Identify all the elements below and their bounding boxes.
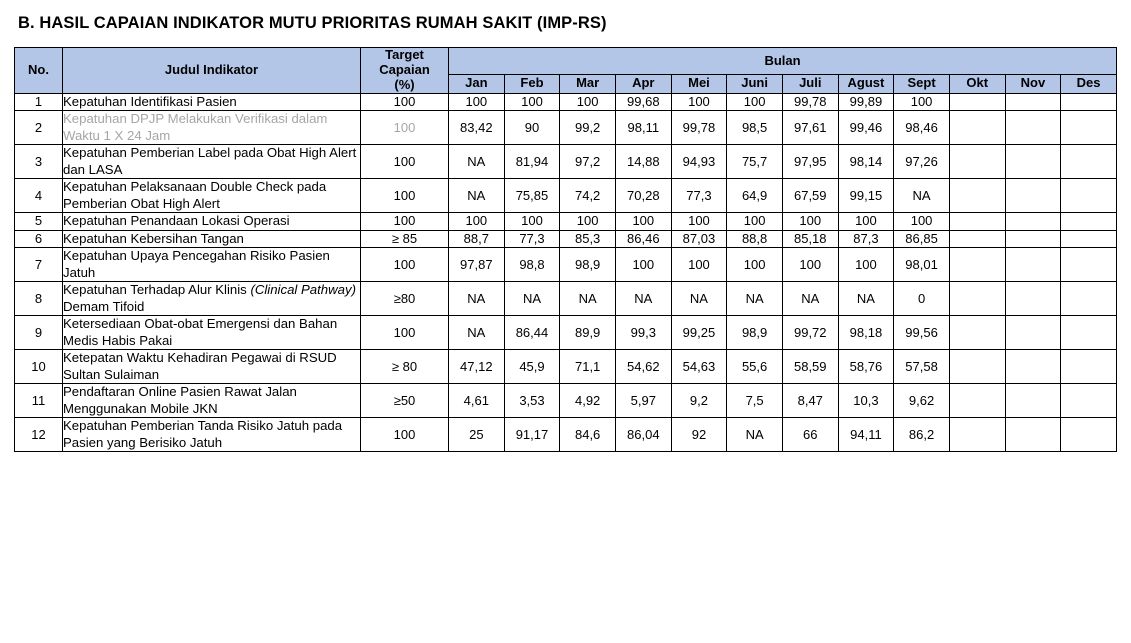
cell-no: 12 bbox=[15, 418, 63, 452]
cell-month-des bbox=[1061, 350, 1117, 384]
cell-month-juli: 99,72 bbox=[782, 316, 838, 350]
cell-month-agust: 99,46 bbox=[838, 111, 894, 145]
cell-month-mei: 94,93 bbox=[671, 145, 727, 179]
cell-month-feb: NA bbox=[504, 282, 560, 316]
cell-judul-indikator: Kepatuhan Pelaksanaan Double Check pada Pemberian Obat High Alert bbox=[63, 179, 361, 213]
cell-month-sept: 100 bbox=[894, 213, 950, 231]
judul-text-post: Demam Tifoid bbox=[63, 298, 145, 314]
cell-month-apr: 54,62 bbox=[615, 350, 671, 384]
cell-target-capaian: 100 bbox=[361, 111, 449, 145]
cell-month-mar: 74,2 bbox=[560, 179, 616, 213]
cell-month-jan: NA bbox=[449, 282, 505, 316]
cell-no: 6 bbox=[15, 230, 63, 248]
cell-month-mar: 98,9 bbox=[560, 248, 616, 282]
header-month-jan: Jan bbox=[449, 75, 505, 94]
cell-month-mei: 77,3 bbox=[671, 179, 727, 213]
cell-month-juni: NA bbox=[727, 418, 783, 452]
cell-month-mei: 87,03 bbox=[671, 230, 727, 248]
imp-rs-table bbox=[14, 47, 1117, 452]
cell-month-sept: 86,2 bbox=[894, 418, 950, 452]
cell-month-jan: NA bbox=[449, 145, 505, 179]
table-row bbox=[15, 230, 1117, 248]
cell-month-des bbox=[1061, 384, 1117, 418]
cell-month-agust: 98,18 bbox=[838, 316, 894, 350]
cell-target-capaian: 100 bbox=[361, 248, 449, 282]
cell-month-mar: NA bbox=[560, 282, 616, 316]
cell-month-agust: 100 bbox=[838, 213, 894, 231]
header-target-line3: (%) bbox=[394, 76, 415, 92]
cell-month-nov bbox=[1005, 230, 1061, 248]
cell-month-feb: 100 bbox=[504, 213, 560, 231]
header-month-agust: Agust bbox=[838, 75, 894, 94]
cell-judul-indikator: Ketepatan Waktu Kehadiran Pegawai di RSUD Sultan Sulaiman bbox=[63, 350, 361, 384]
cell-month-mar: 97,2 bbox=[560, 145, 616, 179]
cell-month-juli: 100 bbox=[782, 248, 838, 282]
cell-no: 4 bbox=[15, 179, 63, 213]
cell-month-nov bbox=[1005, 213, 1061, 231]
cell-month-okt bbox=[949, 418, 1005, 452]
cell-month-agust: 87,3 bbox=[838, 230, 894, 248]
header-bulan: Bulan bbox=[449, 48, 1117, 75]
cell-month-des bbox=[1061, 111, 1117, 145]
cell-month-juli: 85,18 bbox=[782, 230, 838, 248]
cell-month-nov bbox=[1005, 93, 1061, 111]
cell-month-juni: 55,6 bbox=[727, 350, 783, 384]
cell-month-okt bbox=[949, 93, 1005, 111]
cell-month-okt bbox=[949, 282, 1005, 316]
cell-month-mar: 89,9 bbox=[560, 316, 616, 350]
cell-month-mei: 9,2 bbox=[671, 384, 727, 418]
cell-month-nov bbox=[1005, 418, 1061, 452]
cell-month-apr: 86,46 bbox=[615, 230, 671, 248]
cell-month-mei: 99,78 bbox=[671, 111, 727, 145]
cell-no: 8 bbox=[15, 282, 63, 316]
cell-month-sept: 9,62 bbox=[894, 384, 950, 418]
table-row bbox=[15, 282, 1117, 316]
cell-month-mei: NA bbox=[671, 282, 727, 316]
cell-no: 3 bbox=[15, 145, 63, 179]
judul-text-pre: Kepatuhan Terhadap Alur Klinis bbox=[63, 282, 251, 298]
cell-month-mar: 85,3 bbox=[560, 230, 616, 248]
cell-month-mar: 4,92 bbox=[560, 384, 616, 418]
header-month-apr: Apr bbox=[615, 75, 671, 94]
cell-month-jan: NA bbox=[449, 316, 505, 350]
cell-month-okt bbox=[949, 213, 1005, 231]
cell-month-sept: 97,26 bbox=[894, 145, 950, 179]
cell-month-juli: 67,59 bbox=[782, 179, 838, 213]
judul-text-italic: (Clinical Pathway) bbox=[250, 282, 356, 298]
cell-target-capaian: 100 bbox=[361, 418, 449, 452]
table-row bbox=[15, 179, 1117, 213]
header-month-juni: Juni bbox=[727, 75, 783, 94]
cell-target-capaian: ≥80 bbox=[361, 282, 449, 316]
header-month-nov: Nov bbox=[1005, 75, 1061, 94]
cell-month-sept: 98,46 bbox=[894, 111, 950, 145]
cell-month-des bbox=[1061, 230, 1117, 248]
cell-month-apr: 100 bbox=[615, 213, 671, 231]
cell-month-feb: 3,53 bbox=[504, 384, 560, 418]
cell-month-juli: 58,59 bbox=[782, 350, 838, 384]
cell-month-okt bbox=[949, 111, 1005, 145]
cell-month-nov bbox=[1005, 111, 1061, 145]
cell-no: 2 bbox=[15, 111, 63, 145]
cell-month-nov bbox=[1005, 282, 1061, 316]
cell-month-des bbox=[1061, 179, 1117, 213]
cell-month-mei: 92 bbox=[671, 418, 727, 452]
cell-month-mar: 100 bbox=[560, 93, 616, 111]
cell-judul-indikator bbox=[63, 282, 361, 316]
cell-month-sept: 98,01 bbox=[894, 248, 950, 282]
cell-month-agust: NA bbox=[838, 282, 894, 316]
cell-month-juli: 66 bbox=[782, 418, 838, 452]
cell-month-juni: 88,8 bbox=[727, 230, 783, 248]
cell-month-sept: 100 bbox=[894, 93, 950, 111]
cell-month-feb: 90 bbox=[504, 111, 560, 145]
cell-month-nov bbox=[1005, 384, 1061, 418]
cell-judul-indikator: Ketersediaan Obat-obat Emergensi dan Bahan Medis Habis Pakai bbox=[63, 316, 361, 350]
header-target-line1: Target bbox=[385, 47, 424, 62]
cell-month-feb: 75,85 bbox=[504, 179, 560, 213]
cell-target-capaian: 100 bbox=[361, 93, 449, 111]
page-title: B. HASIL CAPAIAN INDIKATOR MUTU PRIORITAS RUMAH SAKIT (IMP-RS) bbox=[18, 14, 607, 32]
table-header bbox=[15, 48, 1117, 94]
cell-month-des bbox=[1061, 213, 1117, 231]
header-target-capaian bbox=[361, 48, 449, 94]
cell-no: 7 bbox=[15, 248, 63, 282]
cell-month-mar: 84,6 bbox=[560, 418, 616, 452]
cell-month-okt bbox=[949, 350, 1005, 384]
cell-month-sept: NA bbox=[894, 179, 950, 213]
table-body bbox=[15, 93, 1117, 452]
cell-month-jan: 100 bbox=[449, 93, 505, 111]
cell-month-juli: 8,47 bbox=[782, 384, 838, 418]
cell-target-capaian: 100 bbox=[361, 179, 449, 213]
cell-judul-indikator: Kepatuhan Identifikasi Pasien bbox=[63, 93, 361, 111]
header-month-juli: Juli bbox=[782, 75, 838, 94]
cell-month-nov bbox=[1005, 179, 1061, 213]
cell-month-apr: 99,3 bbox=[615, 316, 671, 350]
cell-month-mar: 100 bbox=[560, 213, 616, 231]
cell-month-juni: NA bbox=[727, 282, 783, 316]
cell-month-mei: 99,25 bbox=[671, 316, 727, 350]
header-month-feb: Feb bbox=[504, 75, 560, 94]
cell-month-feb: 91,17 bbox=[504, 418, 560, 452]
table-row bbox=[15, 213, 1117, 231]
table-row bbox=[15, 418, 1117, 452]
cell-month-mei: 100 bbox=[671, 248, 727, 282]
cell-month-apr: 98,11 bbox=[615, 111, 671, 145]
cell-month-mei: 100 bbox=[671, 93, 727, 111]
cell-month-sept: 99,56 bbox=[894, 316, 950, 350]
cell-month-jan: 88,7 bbox=[449, 230, 505, 248]
cell-month-apr: NA bbox=[615, 282, 671, 316]
cell-target-capaian: ≥ 80 bbox=[361, 350, 449, 384]
cell-target-capaian: 100 bbox=[361, 213, 449, 231]
cell-month-apr: 5,97 bbox=[615, 384, 671, 418]
table-row bbox=[15, 384, 1117, 418]
cell-no: 11 bbox=[15, 384, 63, 418]
cell-month-juni: 98,5 bbox=[727, 111, 783, 145]
cell-month-okt bbox=[949, 384, 1005, 418]
cell-month-juni: 100 bbox=[727, 93, 783, 111]
cell-month-apr: 99,68 bbox=[615, 93, 671, 111]
cell-month-mei: 54,63 bbox=[671, 350, 727, 384]
cell-month-des bbox=[1061, 418, 1117, 452]
cell-month-jan: 25 bbox=[449, 418, 505, 452]
cell-target-capaian: 100 bbox=[361, 145, 449, 179]
table-row bbox=[15, 316, 1117, 350]
cell-target-capaian: ≥ 85 bbox=[361, 230, 449, 248]
cell-month-juni: 100 bbox=[727, 213, 783, 231]
header-month-mar: Mar bbox=[560, 75, 616, 94]
cell-month-juni: 7,5 bbox=[727, 384, 783, 418]
cell-month-des bbox=[1061, 248, 1117, 282]
table-row bbox=[15, 145, 1117, 179]
cell-no: 1 bbox=[15, 93, 63, 111]
cell-month-feb: 98,8 bbox=[504, 248, 560, 282]
cell-judul-indikator: Kepatuhan Pemberian Label pada Obat High Alert dan LASA bbox=[63, 145, 361, 179]
cell-judul-indikator: Pendaftaran Online Pasien Rawat Jalan Menggunakan Mobile JKN bbox=[63, 384, 361, 418]
cell-month-okt bbox=[949, 179, 1005, 213]
cell-month-juni: 64,9 bbox=[727, 179, 783, 213]
cell-month-agust: 100 bbox=[838, 248, 894, 282]
header-target-line2: Capaian bbox=[379, 61, 430, 77]
cell-month-feb: 77,3 bbox=[504, 230, 560, 248]
cell-month-agust: 98,14 bbox=[838, 145, 894, 179]
cell-month-des bbox=[1061, 282, 1117, 316]
cell-month-apr: 70,28 bbox=[615, 179, 671, 213]
cell-month-juli: 97,95 bbox=[782, 145, 838, 179]
cell-judul-indikator: Kepatuhan Upaya Pencegahan Risiko Pasien Jatuh bbox=[63, 248, 361, 282]
cell-month-okt bbox=[949, 316, 1005, 350]
cell-month-agust: 99,15 bbox=[838, 179, 894, 213]
table-row bbox=[15, 111, 1117, 145]
cell-month-feb: 81,94 bbox=[504, 145, 560, 179]
cell-month-sept: 0 bbox=[894, 282, 950, 316]
cell-month-nov bbox=[1005, 145, 1061, 179]
cell-month-jan: NA bbox=[449, 179, 505, 213]
cell-month-sept: 86,85 bbox=[894, 230, 950, 248]
cell-month-des bbox=[1061, 145, 1117, 179]
cell-month-jan: 100 bbox=[449, 213, 505, 231]
cell-month-jan: 4,61 bbox=[449, 384, 505, 418]
cell-month-apr: 86,04 bbox=[615, 418, 671, 452]
cell-month-juli: 100 bbox=[782, 213, 838, 231]
cell-month-juni: 75,7 bbox=[727, 145, 783, 179]
header-month-mei: Mei bbox=[671, 75, 727, 94]
cell-month-agust: 58,76 bbox=[838, 350, 894, 384]
header-judul-indikator: Judul Indikator bbox=[63, 48, 361, 94]
cell-month-okt bbox=[949, 248, 1005, 282]
cell-month-juni: 98,9 bbox=[727, 316, 783, 350]
cell-month-jan: 83,42 bbox=[449, 111, 505, 145]
cell-target-capaian: ≥50 bbox=[361, 384, 449, 418]
cell-judul-indikator: Kepatuhan Pemberian Tanda Risiko Jatuh pada Pasien yang Berisiko Jatuh bbox=[63, 418, 361, 452]
cell-judul-indikator: Kepatuhan Penandaan Lokasi Operasi bbox=[63, 213, 361, 231]
cell-no: 9 bbox=[15, 316, 63, 350]
cell-month-agust: 99,89 bbox=[838, 93, 894, 111]
cell-month-des bbox=[1061, 316, 1117, 350]
cell-month-jan: 47,12 bbox=[449, 350, 505, 384]
cell-month-des bbox=[1061, 93, 1117, 111]
cell-month-feb: 86,44 bbox=[504, 316, 560, 350]
cell-month-mei: 100 bbox=[671, 213, 727, 231]
cell-month-apr: 14,88 bbox=[615, 145, 671, 179]
cell-month-okt bbox=[949, 230, 1005, 248]
cell-month-juli: 97,61 bbox=[782, 111, 838, 145]
table-row bbox=[15, 350, 1117, 384]
cell-no: 5 bbox=[15, 213, 63, 231]
header-month-des: Des bbox=[1061, 75, 1117, 94]
header-month-sept: Sept bbox=[894, 75, 950, 94]
cell-judul-indikator: Kepatuhan Kebersihan Tangan bbox=[63, 230, 361, 248]
cell-month-agust: 94,11 bbox=[838, 418, 894, 452]
cell-month-juli: NA bbox=[782, 282, 838, 316]
cell-month-juli: 99,78 bbox=[782, 93, 838, 111]
cell-month-mar: 99,2 bbox=[560, 111, 616, 145]
cell-target-capaian: 100 bbox=[361, 316, 449, 350]
cell-month-okt bbox=[949, 145, 1005, 179]
cell-month-nov bbox=[1005, 316, 1061, 350]
cell-month-sept: 57,58 bbox=[894, 350, 950, 384]
header-month-okt: Okt bbox=[949, 75, 1005, 94]
cell-judul-indikator: Kepatuhan DPJP Melakukan Verifikasi dalam Waktu 1 X 24 Jam bbox=[63, 111, 361, 145]
table-row bbox=[15, 93, 1117, 111]
cell-no: 10 bbox=[15, 350, 63, 384]
cell-month-feb: 100 bbox=[504, 93, 560, 111]
cell-month-jan: 97,87 bbox=[449, 248, 505, 282]
table-row bbox=[15, 248, 1117, 282]
cell-month-feb: 45,9 bbox=[504, 350, 560, 384]
cell-month-nov bbox=[1005, 350, 1061, 384]
cell-month-mar: 71,1 bbox=[560, 350, 616, 384]
cell-month-apr: 100 bbox=[615, 248, 671, 282]
cell-month-nov bbox=[1005, 248, 1061, 282]
cell-month-agust: 10,3 bbox=[838, 384, 894, 418]
header-row-top bbox=[15, 48, 1117, 75]
cell-month-juni: 100 bbox=[727, 248, 783, 282]
header-no: No. bbox=[15, 48, 63, 94]
